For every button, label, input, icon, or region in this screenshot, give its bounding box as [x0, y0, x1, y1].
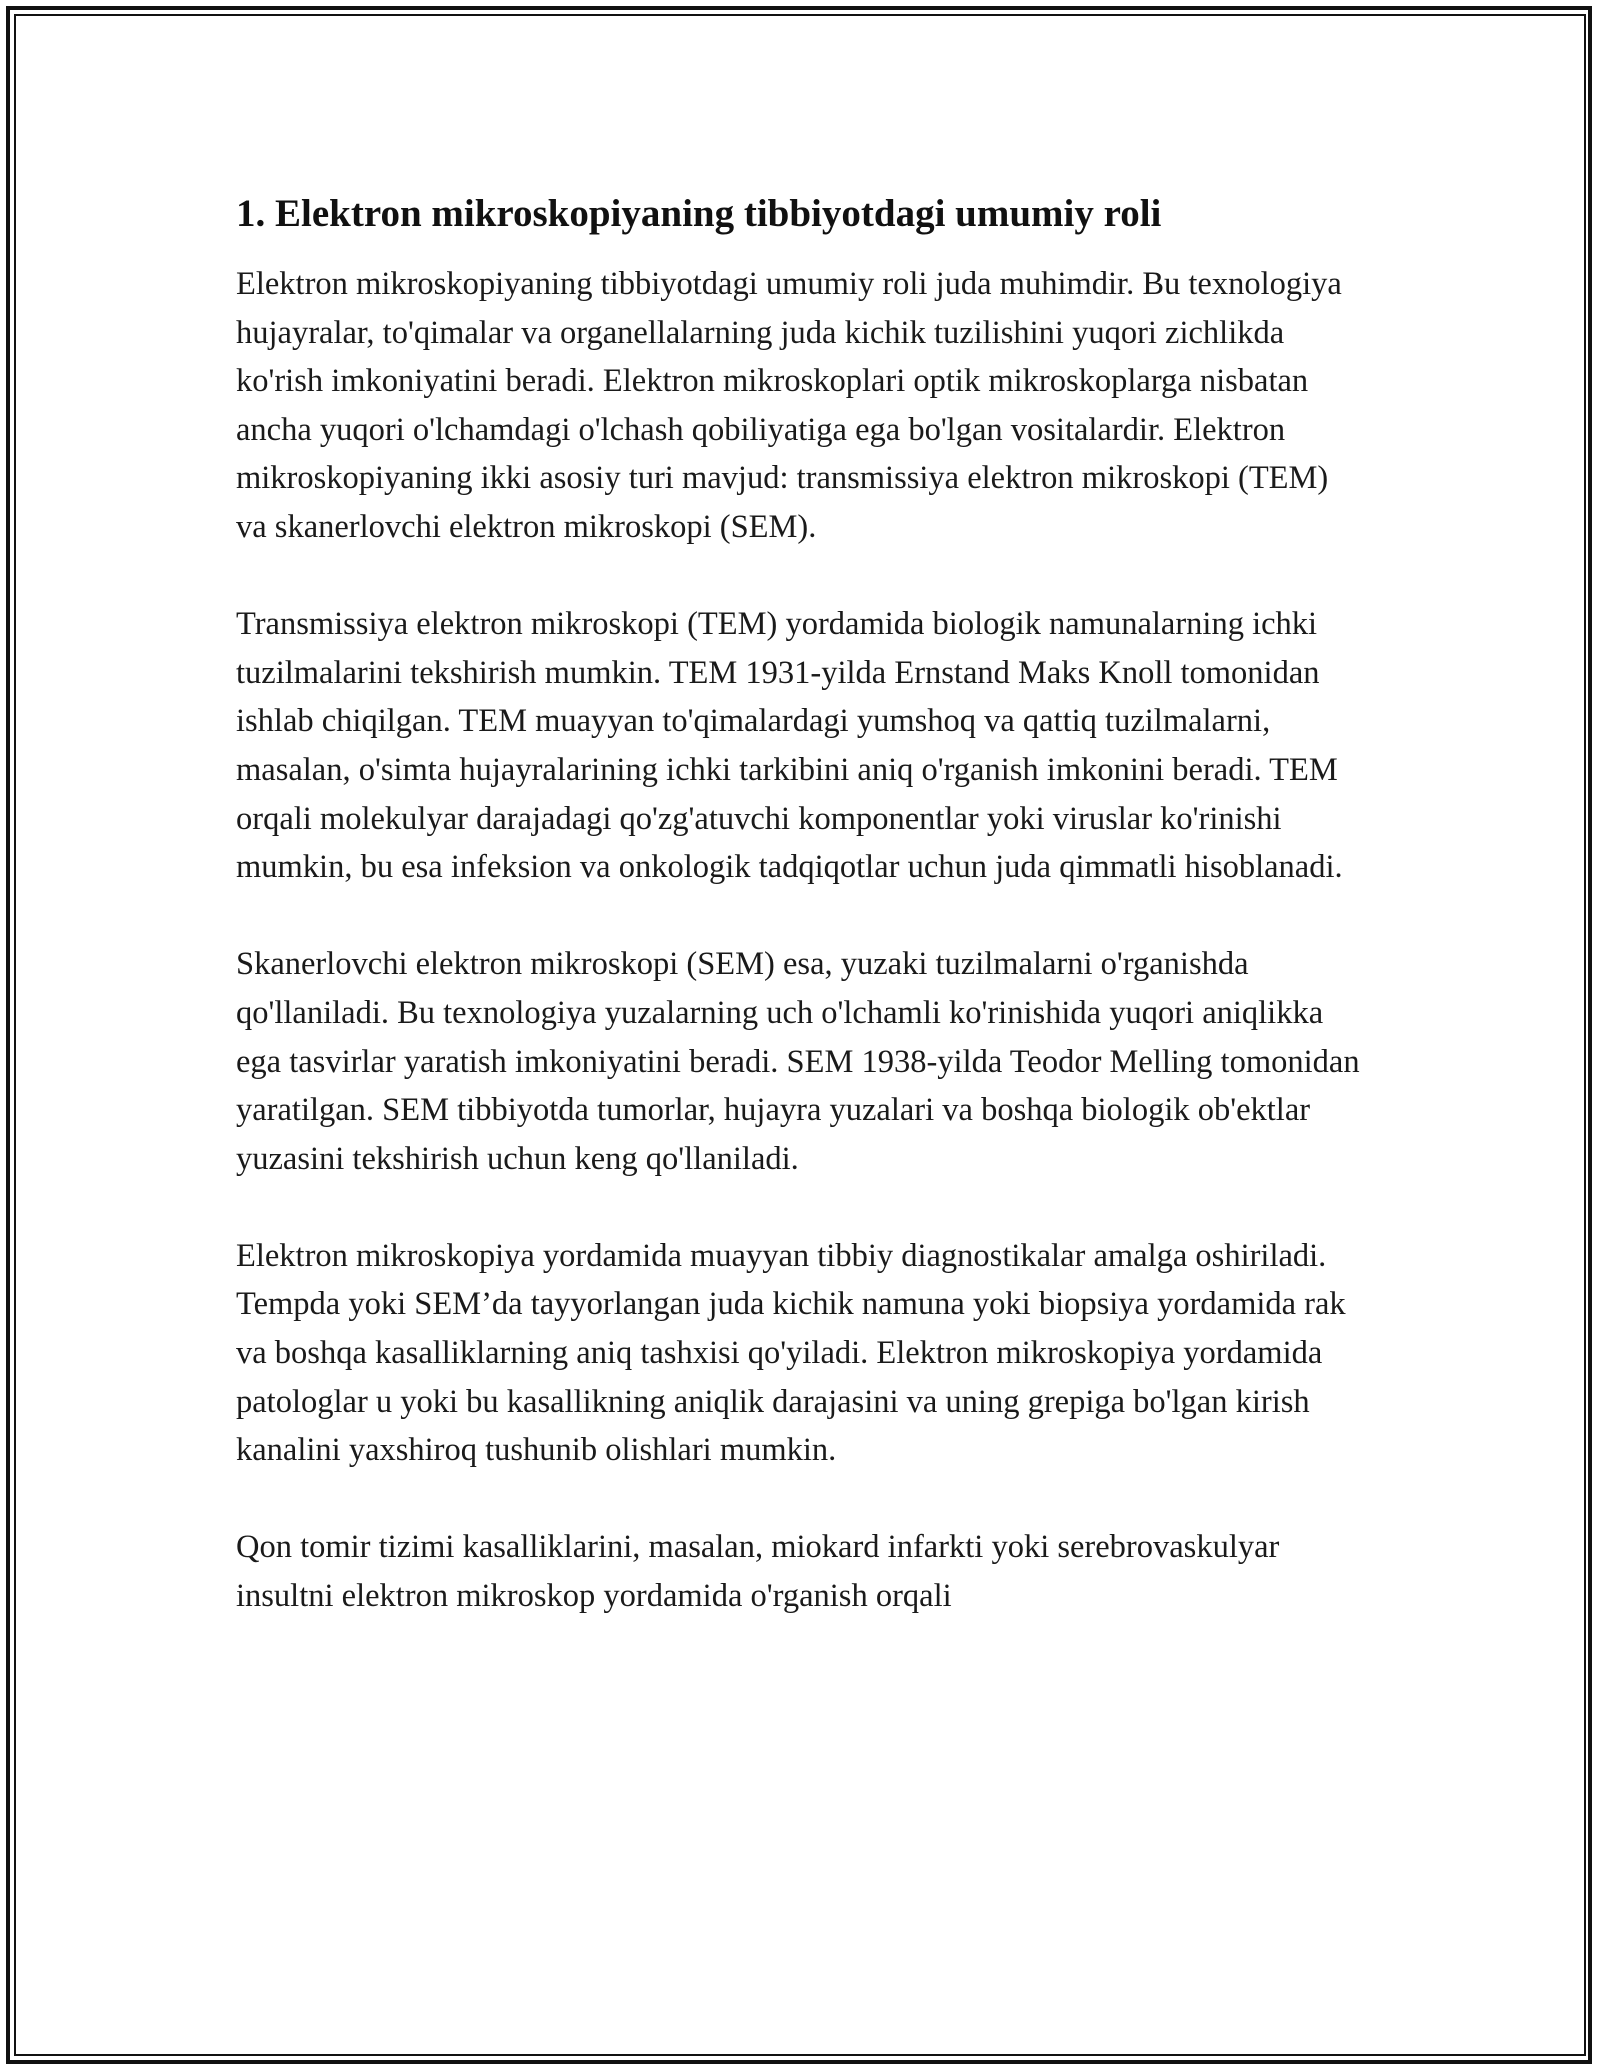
document-body — [236, 186, 1366, 1669]
paragraph-intro: Elektron mikroskopiyaning tibbiyotdagi umumiy roli juda muhimdir. Bu texnologiya hujayralar, to'qimalar va organellalarning juda kichik tuzilishini yuqori zichlikda ko'rish imkoniyatini beradi. Elektron mikroskoplari optik mikroskoplarga nisbatan ancha yuqori o'lchamdagi o'lchash qobiliyatiga ega bo'lgan vositalardir. Elektron mikroskopiyaning ikki asosiy turi mavjud: transmissiya elektron mikroskopi (TEM) va skanerlovchi elektron mikroskopi (SEM). — [236, 266, 1342, 545]
paragraph-tem: Transmissiya elektron mikroskopi (TEM) yordamida biologik namunalarning ichki tuzilmalarini tekshirish mumkin. TEM 1931-yilda Ernstand Maks Knoll tomonidan ishlab chiqilgan. TEM muayyan to'qimalardagi yumshoq va qattiq tuzilmalarni, masalan, o'simta hujayralarining ichki tarkibini aniq o'rganish imkonini beradi. TEM orqali molekulyar darajadagi qo'zg'atuvchi komponentlar yoki viruslar ko'rinishi mumkin, bu esa infeksion va onkologik tadqiqotlar uchun juda qimmatli hisoblanadi. — [236, 606, 1343, 886]
section-heading: 1. Elektron mikroskopiyaning tibbiyotdagi umumiy roli — [236, 192, 1162, 235]
paragraph-vascular: Qon tomir tizimi kasalliklarini, masalan, miokard infarkti yoki serebrovaskulyar insultni elektron mikroskop yordamida o'rganish orqali — [236, 1529, 1280, 1615]
paragraph-diagnostics: Elektron mikroskopiya yordamida muayyan tibbiy diagnostikalar amalga oshiriladi. Tempda yoki SEM’da tayyorlangan juda kichik namuna yoki biopsiya yordamida rak va boshqa kasalliklarning aniq tashxisi qo'yiladi. Elektron mikroskopiya yordamida patologlar u yoki bu kasallikning aniqlik darajasini va uning grepiga bo'lgan kirish kanalini yaxshiroq tushunib olishlari mumkin. — [236, 1237, 1346, 1469]
paragraph-sem: Skanerlovchi elektron mikroskopi (SEM) esa, yuzaki tuzilmalarni o'rganishda qo'llaniladi. Bu texnologiya yuzalarning uch o'lchamli ko'rinishida yuqori aniqlikka ega tasvirlar yaratish imkoniyatini beradi. SEM 1938-yilda Teodor Melling tomonidan yaratilgan. SEM tibbiyotda tumorlar, hujayra yuzalari va boshqa biologik ob'ektlar yuzasini tekshirish uchun keng qo'llaniladi. — [236, 946, 1360, 1177]
